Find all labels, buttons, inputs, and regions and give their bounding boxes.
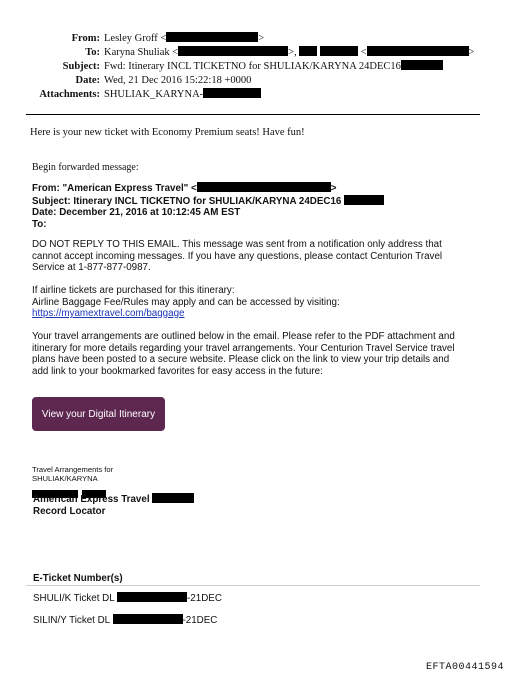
to-value: Karyna Shuliak < — [104, 47, 179, 58]
eticket-divider — [26, 585, 480, 586]
redaction — [344, 195, 384, 205]
redaction — [203, 88, 261, 98]
redaction — [178, 46, 288, 56]
travel-arrangements-notice: Your travel arrangements are outlined below in the email. Please refer to the PDF attachment and itinerary for more details regarding your travel arrangements. Your Centurion Travel Service travel plans have been posted to a secure website. Please click on the link to view your trip details and add link to your bookmarked favorites for easy access in the future: — [32, 331, 455, 377]
date-value: Wed, 21 Dec 2016 15:22:18 +0000 — [104, 75, 252, 86]
to-open: < — [360, 47, 367, 58]
subject-row — [0, 60, 512, 74]
redaction — [299, 46, 317, 56]
intro-message: Here is your new ticket with Economy Premium seats! Have fun! — [30, 127, 305, 138]
redaction — [197, 182, 331, 192]
attachments-row — [0, 88, 512, 102]
redaction — [113, 614, 183, 624]
to-row — [0, 46, 512, 60]
baggage-link[interactable]: https://myamextravel.com/baggage — [32, 308, 185, 319]
to-label: To: — [85, 47, 100, 58]
document-id: EFTA00441594 — [425, 662, 504, 673]
amex-travel-label: American Express Travel — [33, 494, 150, 505]
eticket-row: SILIN/Y Ticket DL -21DEC — [33, 615, 218, 626]
attachments-label: Attachments: — [39, 89, 100, 100]
forwarded-to: To: — [32, 218, 47, 230]
redaction — [117, 592, 187, 602]
view-digital-itinerary-button[interactable]: View your Digital Itinerary — [32, 397, 165, 431]
from-row — [0, 32, 512, 46]
attachments-value: SHULIAK_KARYNA- — [104, 89, 204, 100]
airline-notice: If airline tickets are purchased for this itinerary: Airline Baggage Fee/Rules may apply and can be accessed by visiting: https://myamextravel.com/baggage — [32, 285, 340, 319]
no-reply-notice: DO NOT REPLY TO THIS EMAIL. This message was sent from a notification only address that cannot accept incoming messages. If you have any questions, please contact Centurion Travel Service at 1-877-877-0987. — [32, 239, 443, 273]
arrangements-label: Travel Arrangements for — [32, 465, 114, 474]
redaction — [152, 493, 194, 503]
redaction — [320, 46, 358, 56]
forwarded-from: From: "American Express Travel" < — [32, 183, 197, 194]
record-locator-label: Record Locator — [33, 506, 106, 517]
eticket-row: SHULI/K Ticket DL -21DEC — [33, 593, 222, 604]
record-locator-block — [33, 493, 194, 518]
to-sep: >, — [288, 47, 297, 58]
date-label: Date: — [75, 75, 100, 86]
redaction — [401, 60, 443, 70]
from-value: Lesley Groff < — [104, 33, 167, 44]
from-label: From: — [71, 33, 100, 44]
forwarded-subject: Subject: Itinerary INCL TICKETNO for SHULIAK/KARYNA 24DEC16 — [32, 195, 342, 207]
forwarded-headers: From: "American Express Travel" < > Subject: Itinerary INCL TICKETNO for SHULIAK/KARYNA 24DEC16 Date: December 21, 2016 at 10:12:45 AM EST To: — [32, 182, 384, 230]
to-end: > — [468, 47, 475, 58]
begin-forwarded: Begin forwarded message: — [32, 162, 139, 173]
eticket-title: E-Ticket Number(s) — [33, 573, 123, 584]
forwarded-date: Date: December 21, 2016 at 10:12:45 AM EST — [32, 207, 241, 218]
redaction — [367, 46, 469, 56]
subject-value: Fwd: Itinerary INCL TICKETNO for SHULIAK/KARYNA 24DEC16 — [104, 61, 401, 72]
header-divider — [26, 114, 480, 115]
redaction — [166, 32, 258, 42]
arrangements-name: SHULIAK/KARYNA — [32, 474, 98, 483]
subject-label: Subject: — [62, 61, 100, 72]
date-row — [0, 74, 512, 88]
from-end: > — [258, 33, 265, 44]
